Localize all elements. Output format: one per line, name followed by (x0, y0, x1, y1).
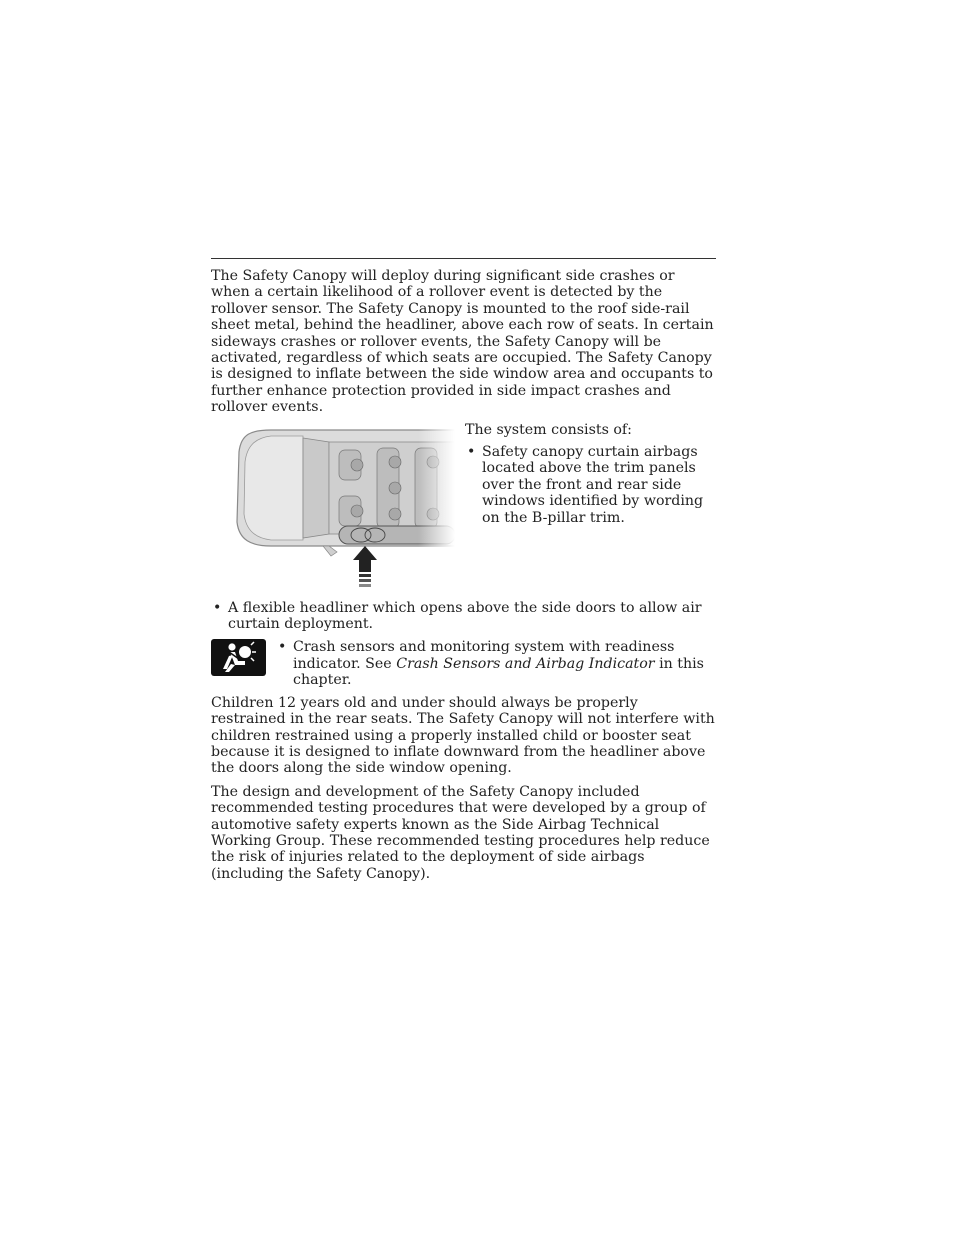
airbag-warning-icon (211, 639, 266, 676)
list-item-headliner: • A flexible headliner which opens above the side doors to allow air curtain deployment. (211, 600, 716, 633)
vehicle-top-view-illustration (211, 422, 455, 592)
page-content (211, 268, 716, 882)
system-list-container (465, 422, 716, 526)
system-lead: The system consists of: (465, 421, 632, 438)
design-paragraph: The design and development of the Safety Canopy included recommended testing procedures that were developed by a group of automotive safety experts known as the Side Airbag Technical Working Group. These recommended testing procedures help reduce the risk of injuries related to the deployment of side airbags (including the Safety Canopy). (211, 783, 710, 882)
figure-row (211, 422, 716, 592)
crash-sensors-suffix: in this chapter. (293, 655, 704, 689)
list-item-curtain-airbags: • Safety canopy curtain airbags located above the trim panels over the front and rear side windows identified by wording on the B-pillar trim. (465, 444, 716, 526)
crash-sensors-text: Crash sensors and monitoring system with readiness indicator. See (293, 639, 675, 672)
header-rule (211, 258, 716, 259)
crash-sensors-reference[interactable]: Crash Sensors and Airbag Indicator (396, 655, 655, 672)
children-paragraph: Children 12 years old and under should always be properly restrained in the rear seats. The Safety Canopy will not interfere with children restrained using a properly installed child or booster seat because it is designed to inflate downward from the headliner above the doors along the side window opening. (211, 694, 715, 777)
intro-paragraph: The Safety Canopy will deploy during significant side crashes or when a certain likelihood of a rollover event is detected by the rollover sensor. The Safety Canopy is mounted to the roof side-rail sheet metal, behind the headliner, above each row of seats. In certain sideways crashes or rollover events, the Safety Canopy will be activated, regardless of which seats are occupied. The Safety Canopy is designed to inflate between the side window area and occupants to further enhance protection provided in side impact crashes and rollover events. (211, 268, 714, 416)
airbag-indicator-row (211, 639, 716, 688)
list-item-crash-sensors (276, 639, 716, 688)
